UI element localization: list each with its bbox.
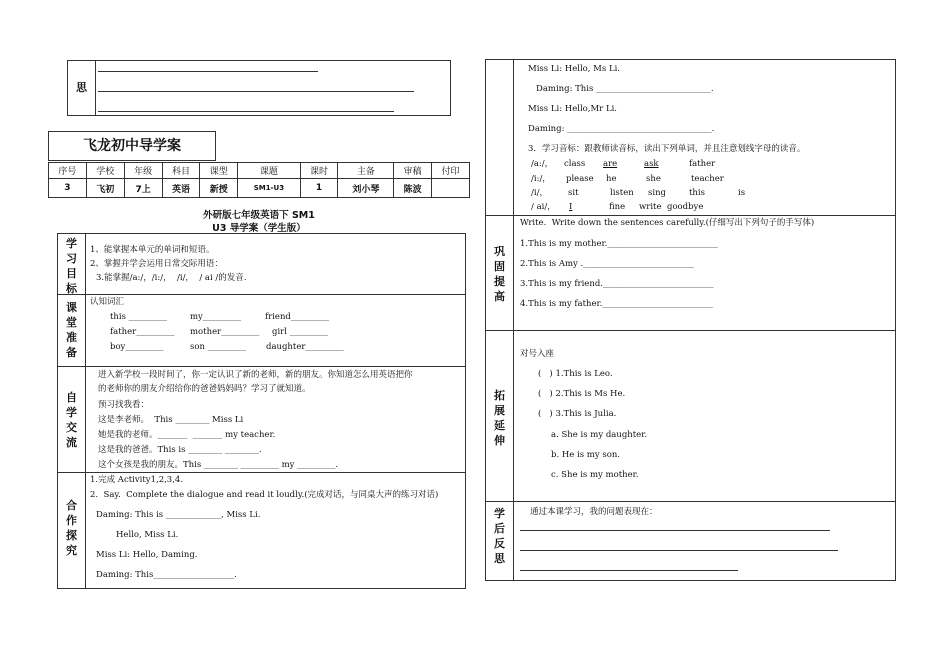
phonetic-word: teacher bbox=[691, 174, 724, 184]
self-study-line: 进入新学校一段时间了，你一定认识了新的老师，新的朋友。你知道怎么用英语把你 bbox=[98, 370, 413, 380]
label-char: 备 bbox=[66, 346, 77, 359]
answer-line[interactable] bbox=[520, 570, 738, 571]
prep-label bbox=[58, 300, 85, 360]
label-char: 巩 bbox=[494, 245, 505, 258]
vocab-item[interactable]: boy_________ bbox=[110, 342, 164, 352]
phonetic-word: I bbox=[569, 202, 573, 212]
label-char: 固 bbox=[494, 260, 505, 273]
label-char: 课 bbox=[66, 301, 77, 314]
vocab-item[interactable]: friend_________ bbox=[265, 312, 330, 322]
label-char: 作 bbox=[66, 514, 77, 527]
vocab-item[interactable]: father_________ bbox=[110, 327, 175, 337]
consolidate-line[interactable]: 3.This is my friend.__________________________ bbox=[520, 279, 714, 289]
header-cell: 主备 bbox=[338, 163, 394, 179]
label-char: 思 bbox=[494, 552, 505, 565]
subtitle-1: 外研版七年级英语下 SM1 bbox=[203, 210, 315, 221]
page-title: 飞龙初中导学案 bbox=[48, 131, 216, 161]
subtitle-2: U3 导学案（学生版） bbox=[212, 223, 306, 234]
cooperate-line: 1.完成 Activity1,2,3,4. bbox=[90, 475, 184, 485]
cooperate-line[interactable]: Daming: This is _____________, Miss Li. bbox=[96, 510, 261, 520]
cooperate-line: Hello, Miss Li. bbox=[116, 530, 179, 540]
right-main-table bbox=[485, 59, 896, 581]
consolidate-line[interactable]: 2.This is Amy .__________________________ bbox=[520, 259, 694, 269]
phonetic-word: sit bbox=[568, 188, 579, 198]
vocab-item[interactable]: mother_________ bbox=[190, 327, 260, 337]
phonetic-word: is bbox=[738, 188, 746, 198]
answer-line[interactable] bbox=[98, 111, 394, 112]
phonetic-word: she bbox=[646, 174, 661, 184]
label-char: 流 bbox=[66, 436, 77, 449]
self-study-line[interactable]: 这是我的爸爸。This is ________ ________. bbox=[98, 445, 262, 455]
reflection-label: 思 bbox=[68, 61, 96, 115]
self-study-line: 预习找我看： bbox=[98, 400, 150, 410]
header-cell: 科目 bbox=[162, 163, 200, 179]
extend-option: c. She is my mother. bbox=[551, 470, 639, 480]
self-study-line: 的老师你的朋友介绍给你的爸爸妈妈吗？学习了就知道。 bbox=[98, 384, 311, 394]
label-char: 堂 bbox=[66, 316, 77, 329]
phonetic-symbol: /i/， bbox=[531, 188, 548, 198]
phonetic-word: listen bbox=[610, 188, 634, 198]
label-char: 自 bbox=[66, 391, 77, 404]
vocab-item[interactable]: this _________ bbox=[110, 312, 167, 322]
vocab-item[interactable]: girl _________ bbox=[272, 327, 328, 337]
phonetic-word: ask bbox=[644, 159, 659, 169]
header-cell: 序号 bbox=[49, 163, 87, 179]
label-char: 目 bbox=[66, 267, 77, 280]
extend-label bbox=[486, 388, 513, 448]
phonetic-word: he bbox=[606, 174, 617, 184]
dialogue-line: Miss Li: Hello,Mr Li. bbox=[528, 104, 618, 114]
extend-option: a. She is my daughter. bbox=[551, 430, 648, 440]
self-study-label bbox=[58, 390, 85, 450]
phonetic-word: are bbox=[603, 159, 618, 169]
label-char: 探 bbox=[66, 529, 77, 542]
dialogue-line: Miss Li: Hello, Ms Li. bbox=[528, 64, 621, 74]
label-char: 高 bbox=[494, 290, 505, 303]
dialogue-line[interactable]: Daming: This ___________________________. bbox=[536, 84, 714, 94]
label-char: 准 bbox=[66, 331, 77, 344]
label-char: 延 bbox=[494, 419, 505, 432]
info-header-row bbox=[49, 163, 470, 179]
left-main-table bbox=[57, 233, 466, 589]
goal-line: 3.能掌握/a:/，/i:/， /i/， / ai /的发音. bbox=[96, 273, 247, 283]
cooperate-line[interactable]: Daming: This___________________. bbox=[96, 570, 237, 580]
phonetic-symbol: / ai/， bbox=[531, 202, 556, 212]
label-char: 拓 bbox=[494, 389, 505, 402]
label-char: 提 bbox=[494, 275, 505, 288]
info-table bbox=[48, 162, 470, 198]
answer-line[interactable] bbox=[98, 71, 318, 72]
answer-line[interactable] bbox=[520, 550, 838, 551]
header-cell: 审稿 bbox=[394, 163, 432, 179]
consolidate-instruction: Write. Write down the sentences carefully.(仔细写出下列句子的手写体) bbox=[520, 218, 815, 228]
label-char: 伸 bbox=[494, 434, 505, 447]
phonetic-word: goodbye bbox=[667, 202, 704, 212]
reflect-prompt: 通过本课学习，我的问题表现在： bbox=[530, 507, 658, 517]
goal-line: 1、能掌握本单元的单词和短语。 bbox=[90, 245, 215, 255]
header-cell: 年级 bbox=[124, 163, 162, 179]
label-char: 合 bbox=[66, 499, 77, 512]
cooperate-label bbox=[58, 498, 85, 558]
value-cell: 陈波 bbox=[394, 179, 432, 198]
value-cell: 刘小琴 bbox=[338, 179, 394, 198]
value-cell: 新授 bbox=[200, 179, 238, 198]
label-char: 学 bbox=[66, 406, 77, 419]
dialogue-line[interactable]: Daming: __________________________________. bbox=[528, 124, 715, 134]
cooperate-line: Miss Li: Hello, Daming. bbox=[96, 550, 198, 560]
label-char: 究 bbox=[66, 544, 77, 557]
vocab-item[interactable]: daughter_________ bbox=[266, 342, 344, 352]
value-cell bbox=[432, 179, 470, 198]
label-char: 交 bbox=[66, 421, 77, 434]
header-cell: 课时 bbox=[300, 163, 338, 179]
vocab-item[interactable]: my_________ bbox=[190, 312, 242, 322]
self-study-line[interactable]: 这个女孩是我的朋友。This ________ _________ my _________. bbox=[98, 460, 339, 470]
cooperate-line: 2. Say. Complete the dialogue and read it loudly.(完成对话，与同桌大声的练习对话) bbox=[90, 490, 439, 500]
value-cell: 飞初 bbox=[86, 179, 124, 198]
phonetic-symbol: /a:/， bbox=[531, 159, 554, 169]
label-char: 展 bbox=[494, 404, 505, 417]
header-cell: 付印 bbox=[432, 163, 470, 179]
phonetics-instruction: 3．学习音标：跟教师读音标，读出下列单词，并且注意划线字母的读音。 bbox=[528, 144, 806, 154]
label-char: 学 bbox=[494, 507, 505, 520]
value-cell: 1 bbox=[300, 179, 338, 198]
self-study-line[interactable]: 这是李老师。 This ________ Miss Li bbox=[98, 415, 244, 425]
reflection-box-top bbox=[67, 60, 451, 116]
phonetic-word: this bbox=[689, 188, 705, 198]
label-char: 习 bbox=[66, 252, 77, 265]
goals-label bbox=[58, 236, 85, 296]
value-cell: 3 bbox=[49, 179, 87, 198]
extend-option: b. He is my son. bbox=[551, 450, 620, 460]
phonetic-word: fine bbox=[609, 202, 626, 212]
answer-line[interactable] bbox=[98, 91, 414, 92]
value-cell: SM1-U3 bbox=[238, 179, 300, 198]
label-char: 反 bbox=[494, 537, 505, 550]
phonetic-symbol: /i:/， bbox=[531, 174, 551, 184]
consolidate-line[interactable]: 4.This is my father.__________________________ bbox=[520, 299, 713, 309]
label-char: 标 bbox=[66, 282, 77, 295]
goal-line: 2、掌握并学会运用日常交际用语： bbox=[90, 259, 223, 269]
vocab-item[interactable]: son _________ bbox=[190, 342, 246, 352]
phonetic-word: father bbox=[689, 159, 716, 169]
phonetic-word: write bbox=[639, 202, 662, 212]
label-char: 后 bbox=[494, 522, 505, 535]
consolidate-label bbox=[486, 244, 513, 304]
consolidate-line[interactable]: 1.This is my mother.__________________________ bbox=[520, 239, 718, 249]
extend-question[interactable]: ( ) 1.This is Leo. bbox=[538, 369, 613, 379]
phonetic-word: class bbox=[564, 159, 586, 169]
extend-heading: 对号入座 bbox=[520, 349, 555, 359]
info-value-row bbox=[49, 179, 470, 198]
reflect-label bbox=[486, 506, 513, 566]
prep-heading: 认知词汇 bbox=[90, 297, 125, 307]
self-study-line[interactable]: 她是我的老师。_______ _______ my teacher. bbox=[98, 430, 276, 440]
value-cell: 英语 bbox=[162, 179, 200, 198]
answer-line[interactable] bbox=[520, 530, 830, 531]
label-char: 学 bbox=[66, 237, 77, 250]
header-cell: 课型 bbox=[200, 163, 238, 179]
extend-question[interactable]: ( ) 2.This is Ms He. bbox=[538, 389, 626, 399]
phonetic-word: please bbox=[566, 174, 594, 184]
header-cell: 课题 bbox=[238, 163, 300, 179]
header-cell: 学校 bbox=[86, 163, 124, 179]
phonetic-word: sing bbox=[648, 188, 666, 198]
value-cell: 7上 bbox=[124, 179, 162, 198]
extend-question[interactable]: ( ) 3.This is Julia. bbox=[538, 409, 617, 419]
